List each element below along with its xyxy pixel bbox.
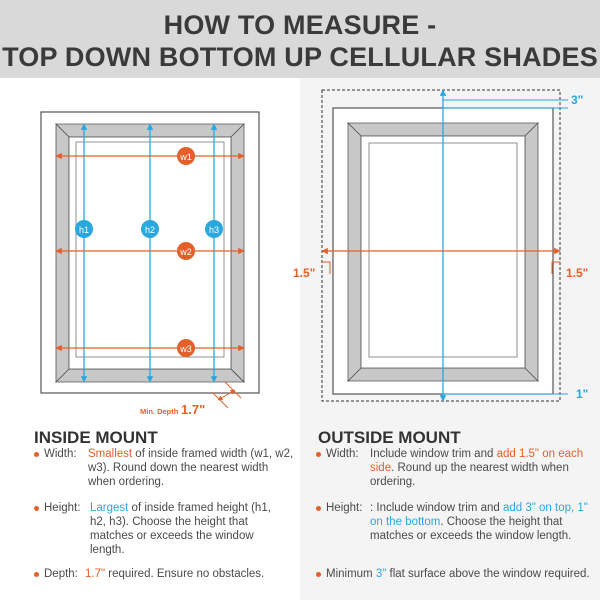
bullet-dot bbox=[34, 572, 39, 577]
top-allowance-label: 3" bbox=[571, 93, 584, 107]
min-depth-label: Min. Depth bbox=[140, 407, 179, 416]
svg-text:w3: w3 bbox=[180, 344, 192, 354]
w2-badge bbox=[177, 242, 195, 260]
left-allowance-bracket bbox=[322, 262, 330, 274]
outside-minimum-bullet bbox=[316, 567, 596, 583]
bullet-dot bbox=[316, 452, 321, 457]
svg-text:h1: h1 bbox=[78, 225, 90, 235]
inside-width-term: Width: bbox=[44, 448, 77, 460]
outside-height-term: Height: bbox=[326, 502, 363, 514]
w1-badge bbox=[177, 147, 195, 165]
inside-depth-bullet bbox=[34, 567, 296, 583]
outside-width-term: Width: bbox=[326, 448, 359, 460]
left-allowance-label: 1.5" bbox=[293, 266, 316, 280]
bullet-dot bbox=[34, 452, 39, 457]
bullet-dot bbox=[34, 506, 39, 511]
outside-width-text: Include window trim and add 1.5" on each side. Round up the nearest width when ordering. bbox=[370, 448, 584, 488]
svg-text:h3: h3 bbox=[208, 225, 220, 235]
svg-text:w1: w1 bbox=[180, 152, 192, 162]
h3-badge bbox=[205, 220, 223, 238]
inside-width-text: Smallest of inside framed width (w1, w2, w3). Round down the nearest width when ordering. bbox=[88, 448, 294, 488]
outside-height-bullet bbox=[316, 501, 596, 559]
outside-minimum-text: Minimum 3" flat surface above the window required. bbox=[326, 568, 590, 580]
inside-depth-term: Depth: bbox=[44, 568, 78, 580]
bullet-dot bbox=[316, 506, 321, 511]
inside-mount-title: INSIDE MOUNT bbox=[34, 428, 158, 447]
outside-window bbox=[322, 90, 560, 401]
w3-badge bbox=[177, 339, 195, 357]
inside-frame-right bbox=[231, 124, 244, 382]
min-depth-value: 1.7" bbox=[181, 402, 206, 417]
outside-mount-title: OUTSIDE MOUNT bbox=[318, 428, 461, 447]
bottom-allowance-label: 1" bbox=[576, 387, 589, 401]
h2-badge bbox=[141, 220, 159, 238]
inside-height-term: Height: bbox=[44, 502, 81, 514]
header-title-line-2: TOP DOWN BOTTOM UP CELLULAR SHADES bbox=[2, 42, 598, 72]
bullet-dot bbox=[316, 572, 321, 577]
inside-height-bullet bbox=[34, 501, 296, 559]
outside-height-text: : Include window trim and add 3" on top, 1" on the bottom. Choose the height that matches or exceeds the window length. bbox=[370, 502, 588, 542]
inside-height-text: Largest of inside framed height (h1, h2, h3). Choose the height that matches or exceeds the window length. bbox=[90, 502, 271, 556]
inside-frame-left bbox=[56, 124, 69, 382]
inside-width-bullet bbox=[34, 447, 296, 493]
svg-text:h2: h2 bbox=[144, 225, 156, 235]
header-title-line-1: HOW TO MEASURE - bbox=[163, 10, 437, 40]
h1-badge bbox=[75, 220, 93, 238]
svg-text:w2: w2 bbox=[180, 247, 192, 257]
inside-depth-text: 1.7" required. Ensure no obstacles. bbox=[85, 568, 265, 580]
outside-width-bullet bbox=[316, 447, 596, 493]
right-allowance-label: 1.5" bbox=[566, 266, 589, 280]
